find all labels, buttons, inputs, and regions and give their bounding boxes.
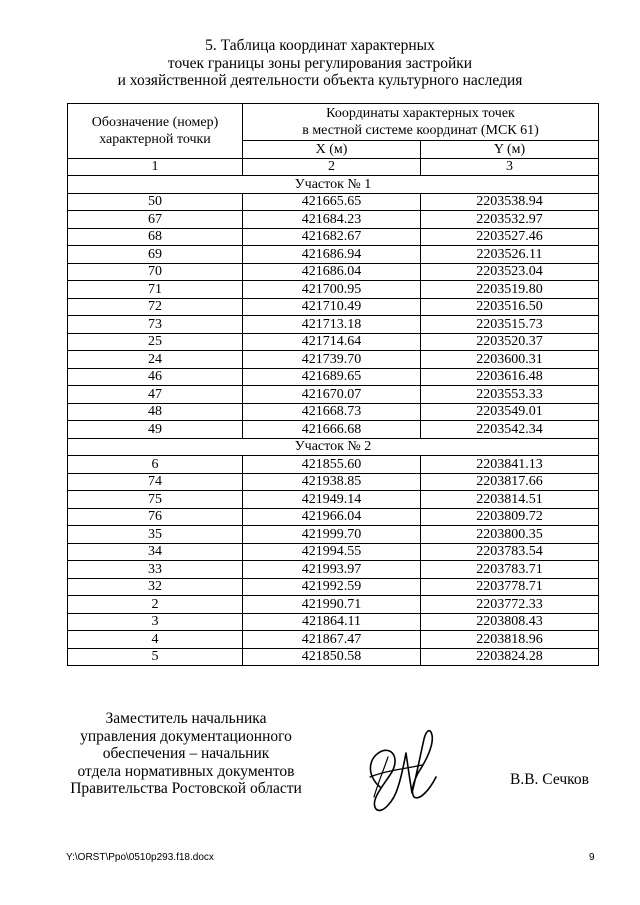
y-coordinate-cell: 2203824.28 <box>421 648 599 666</box>
position-line: управления документационного <box>80 727 292 745</box>
header-text: Координаты характерных точек <box>326 106 515 121</box>
point-number-cell: 6 <box>68 456 243 474</box>
point-number-cell: 33 <box>68 561 243 579</box>
point-number-cell: 68 <box>68 228 243 246</box>
table-row <box>68 491 599 509</box>
table-row <box>68 298 599 316</box>
point-number-cell: 48 <box>68 403 243 421</box>
y-coordinate-cell: 2203600.31 <box>421 351 599 369</box>
x-coordinate-cell: 421710.49 <box>243 298 421 316</box>
table-row <box>68 508 599 526</box>
x-coordinate-cell: 421686.94 <box>243 246 421 264</box>
point-number-cell: 35 <box>68 526 243 544</box>
table-row <box>68 596 599 614</box>
column-number: 1 <box>68 158 243 176</box>
x-coordinate-cell: 421867.47 <box>243 631 421 649</box>
x-coordinate-cell: 421665.65 <box>243 193 421 211</box>
table-body <box>68 176 599 666</box>
y-coordinate-cell: 2203817.66 <box>421 473 599 491</box>
x-coordinate-cell: 421739.70 <box>243 351 421 369</box>
header-text: в местной системе координат (МСК 61) <box>302 123 539 138</box>
table-row <box>68 263 599 281</box>
column-number: 3 <box>421 158 599 176</box>
x-coordinate-cell: 421855.60 <box>243 456 421 474</box>
x-coordinate-cell: 421864.11 <box>243 613 421 631</box>
point-number-cell: 75 <box>68 491 243 509</box>
coordinates-table <box>67 103 599 666</box>
y-header: Y (м) <box>421 141 599 159</box>
table-row <box>68 281 599 299</box>
table-row <box>68 543 599 561</box>
y-coordinate-cell: 2203818.96 <box>421 631 599 649</box>
section-title: Участок № 2 <box>68 438 599 456</box>
point-number-cell: 24 <box>68 351 243 369</box>
x-coordinate-cell: 421670.07 <box>243 386 421 404</box>
point-number-cell: 32 <box>68 578 243 596</box>
coordinates-header <box>243 104 599 141</box>
table-row <box>68 228 599 246</box>
title-line: 5. Таблица координат характерных <box>205 37 435 54</box>
x-coordinate-cell: 421990.71 <box>243 596 421 614</box>
y-coordinate-cell: 2203778.71 <box>421 578 599 596</box>
x-coordinate-cell: 421666.68 <box>243 421 421 439</box>
y-coordinate-cell: 2203814.51 <box>421 491 599 509</box>
y-coordinate-cell: 2203542.34 <box>421 421 599 439</box>
title-line: точек границы зоны регулирования застройки <box>167 54 473 72</box>
position-line: обеспечения – начальник <box>102 745 270 763</box>
point-number-cell: 50 <box>68 193 243 211</box>
x-coordinate-cell: 421684.23 <box>243 211 421 229</box>
point-number-cell: 4 <box>68 631 243 649</box>
y-coordinate-cell: 2203800.35 <box>421 526 599 544</box>
table-row <box>68 421 599 439</box>
table-row <box>68 246 599 264</box>
y-coordinate-cell: 2203809.72 <box>421 508 599 526</box>
y-coordinate-cell: 2203526.11 <box>421 246 599 264</box>
point-number-header <box>68 104 243 159</box>
y-coordinate-cell: 2203538.94 <box>421 193 599 211</box>
y-coordinate-cell: 2203772.33 <box>421 596 599 614</box>
position-line: Заместитель начальника <box>105 710 267 727</box>
table-row <box>68 211 599 229</box>
x-coordinate-cell: 421682.67 <box>243 228 421 246</box>
point-number-cell: 70 <box>68 263 243 281</box>
footer-page-number: 9 <box>589 852 595 863</box>
table-row <box>68 456 599 474</box>
x-coordinate-cell: 421999.70 <box>243 526 421 544</box>
x-header: X (м) <box>243 141 421 159</box>
point-number-cell: 3 <box>68 613 243 631</box>
x-coordinate-cell: 421992.59 <box>243 578 421 596</box>
table-row <box>68 368 599 386</box>
signature-position <box>66 710 306 798</box>
x-coordinate-cell: 421714.64 <box>243 333 421 351</box>
table-row <box>68 403 599 421</box>
x-coordinate-cell: 421938.85 <box>243 473 421 491</box>
x-coordinate-cell: 421993.97 <box>243 561 421 579</box>
x-coordinate-cell: 421949.14 <box>243 491 421 509</box>
title-line: и хозяйственной деятельности объекта культурного наследия <box>117 72 523 89</box>
table-row <box>68 631 599 649</box>
y-coordinate-cell: 2203515.73 <box>421 316 599 334</box>
point-number-cell: 25 <box>68 333 243 351</box>
y-coordinate-cell: 2203808.43 <box>421 613 599 631</box>
x-coordinate-cell: 421700.95 <box>243 281 421 299</box>
point-number-cell: 5 <box>68 648 243 666</box>
section-row <box>68 176 599 194</box>
table-row <box>68 473 599 491</box>
y-coordinate-cell: 2203783.71 <box>421 561 599 579</box>
y-coordinate-cell: 2203616.48 <box>421 368 599 386</box>
point-number-cell: 67 <box>68 211 243 229</box>
y-coordinate-cell: 2203532.97 <box>421 211 599 229</box>
x-coordinate-cell: 421689.65 <box>243 368 421 386</box>
point-number-cell: 2 <box>68 596 243 614</box>
position-line: отдела нормативных документов <box>77 762 295 780</box>
table-row <box>68 333 599 351</box>
point-number-cell: 76 <box>68 508 243 526</box>
y-coordinate-cell: 2203553.33 <box>421 386 599 404</box>
x-coordinate-cell: 421713.18 <box>243 316 421 334</box>
point-number-cell: 72 <box>68 298 243 316</box>
table-row <box>68 648 599 666</box>
x-coordinate-cell: 421686.04 <box>243 263 421 281</box>
table-row <box>68 578 599 596</box>
table-row <box>68 193 599 211</box>
point-number-cell: 47 <box>68 386 243 404</box>
x-coordinate-cell: 421966.04 <box>243 508 421 526</box>
table-row <box>68 526 599 544</box>
table-row <box>68 386 599 404</box>
handwritten-signature <box>360 717 442 817</box>
x-coordinate-cell: 421850.58 <box>243 648 421 666</box>
table-row <box>68 561 599 579</box>
y-coordinate-cell: 2203549.01 <box>421 403 599 421</box>
y-coordinate-cell: 2203516.50 <box>421 298 599 316</box>
y-coordinate-cell: 2203519.80 <box>421 281 599 299</box>
header-text: характерной точки <box>99 131 211 147</box>
point-number-cell: 69 <box>68 246 243 264</box>
y-coordinate-cell: 2203523.04 <box>421 263 599 281</box>
point-number-cell: 46 <box>68 368 243 386</box>
point-number-cell: 74 <box>68 473 243 491</box>
table-row <box>68 316 599 334</box>
footer-file-path: Y:\ORST\Ppo\0510p293.f18.docx <box>66 852 214 863</box>
x-coordinate-cell: 421668.73 <box>243 403 421 421</box>
point-number-cell: 71 <box>68 281 243 299</box>
header-text: Обозначение (номер) <box>91 114 219 130</box>
section-title: Участок № 1 <box>68 176 599 194</box>
point-number-cell: 34 <box>68 543 243 561</box>
section-row <box>68 438 599 456</box>
y-coordinate-cell: 2203841.13 <box>421 456 599 474</box>
column-number: 2 <box>243 158 421 176</box>
x-coordinate-cell: 421994.55 <box>243 543 421 561</box>
point-number-cell: 73 <box>68 316 243 334</box>
document-title <box>0 37 640 90</box>
y-coordinate-cell: 2203783.54 <box>421 543 599 561</box>
table-row <box>68 613 599 631</box>
y-coordinate-cell: 2203527.46 <box>421 228 599 246</box>
signer-name: В.В. Сечков <box>510 771 589 788</box>
table-row <box>68 351 599 369</box>
point-number-cell: 49 <box>68 421 243 439</box>
position-line: Правительства Ростовской области <box>70 780 302 798</box>
y-coordinate-cell: 2203520.37 <box>421 333 599 351</box>
